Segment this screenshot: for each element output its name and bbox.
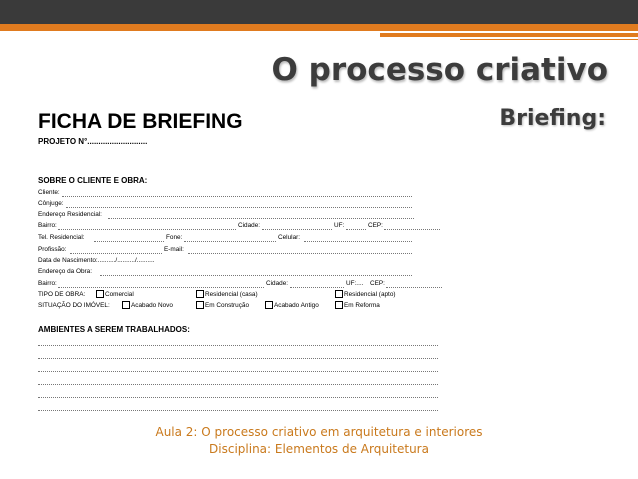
field-email: E-mail: — [164, 246, 184, 253]
checkbox-icon — [265, 301, 273, 309]
blank-line — [38, 358, 438, 359]
section-ambientes-heading: AMBIENTES A SEREM TRABALHADOS: — [38, 325, 190, 334]
footer-course: Aula 2: O processo criativo em arquitetura e interiores — [155, 425, 483, 439]
blank-line — [38, 345, 438, 346]
field-cliente: Cliente: — [38, 189, 60, 196]
field-line — [94, 241, 164, 242]
field-bairro: Bairro: — [38, 222, 57, 229]
situacao-option-em-reforma: Em Reforma — [335, 301, 380, 310]
tipo-option-residencial-casa: Residencial (casa) — [196, 290, 258, 299]
accent-stripe — [380, 33, 638, 37]
field-line — [58, 287, 264, 288]
field-fone: Fone: — [166, 234, 183, 241]
top-orange-bar — [0, 24, 638, 31]
slide-subtitle: Briefing: — [499, 106, 606, 131]
field-line — [108, 218, 414, 219]
checkbox-icon — [335, 290, 343, 298]
field-line — [304, 241, 412, 242]
checkbox-icon — [335, 301, 343, 309]
field-uf: UF: — [334, 222, 345, 229]
situacao-option-acabado-novo: Acabado Novo — [122, 301, 173, 310]
footer-discipline: Disciplina: Elementos de Arquitetura — [209, 442, 429, 456]
field-endereco-residencial: Endereço Residencial: — [38, 211, 102, 218]
field-line — [100, 275, 412, 276]
field-line — [58, 229, 236, 230]
field-cep-obra: CEP: — [370, 280, 385, 287]
field-line — [70, 253, 162, 254]
project-number-label: PROJETO N°........................... — [38, 137, 148, 146]
checkbox-icon — [196, 301, 204, 309]
field-line — [262, 229, 332, 230]
field-cidade: Cidade: — [238, 222, 261, 229]
tipo-option-residencial-apto: Residencial (apto) — [335, 290, 396, 299]
field-line — [184, 241, 276, 242]
section-client-heading: SOBRE O CLIENTE E OBRA: — [38, 176, 148, 185]
situacao-option-acabado-antigo: Acabado Antigo — [265, 301, 319, 310]
situacao-option-em-construcao: Em Construção — [196, 301, 249, 310]
field-line — [346, 229, 366, 230]
field-cep: CEP: — [368, 222, 383, 229]
field-line — [188, 253, 412, 254]
accent-thin-stripe — [460, 39, 638, 40]
blank-line — [38, 410, 438, 411]
top-dark-bar — [0, 0, 638, 24]
checkbox-icon — [196, 290, 204, 298]
field-data-nascimento: Data de Nascimento:........../........../.......... — [38, 257, 155, 264]
blank-line — [38, 384, 438, 385]
checkbox-icon — [96, 290, 104, 298]
field-line — [384, 229, 440, 230]
field-line — [386, 287, 442, 288]
field-celular: Celular: — [278, 234, 301, 241]
field-profissao: Profissão: — [38, 246, 67, 253]
field-bairro-obra: Bairro: — [38, 280, 57, 287]
field-tel-residencial: Tel. Residencial: — [38, 234, 85, 241]
blank-line — [38, 371, 438, 372]
situacao-label: SITUAÇÃO DO IMÓVEL: — [38, 302, 110, 309]
field-line — [66, 207, 412, 208]
field-endereco-obra: Endereço da Obra: — [38, 268, 92, 275]
field-conjuge: Cônjuge: — [38, 200, 64, 207]
field-line — [290, 287, 344, 288]
tipo-option-comercial: Comercial — [96, 290, 134, 299]
field-cidade-obra: Cidade: — [266, 280, 289, 287]
field-uf-obra: UF:.... — [346, 280, 364, 287]
checkbox-icon — [122, 301, 130, 309]
tipo-obra-label: TIPO DE OBRA: — [38, 291, 86, 298]
form-heading: FICHA DE BRIEFING — [38, 110, 243, 133]
slide-title: O processo criativo — [271, 52, 608, 88]
field-line — [62, 196, 412, 197]
blank-line — [38, 397, 438, 398]
